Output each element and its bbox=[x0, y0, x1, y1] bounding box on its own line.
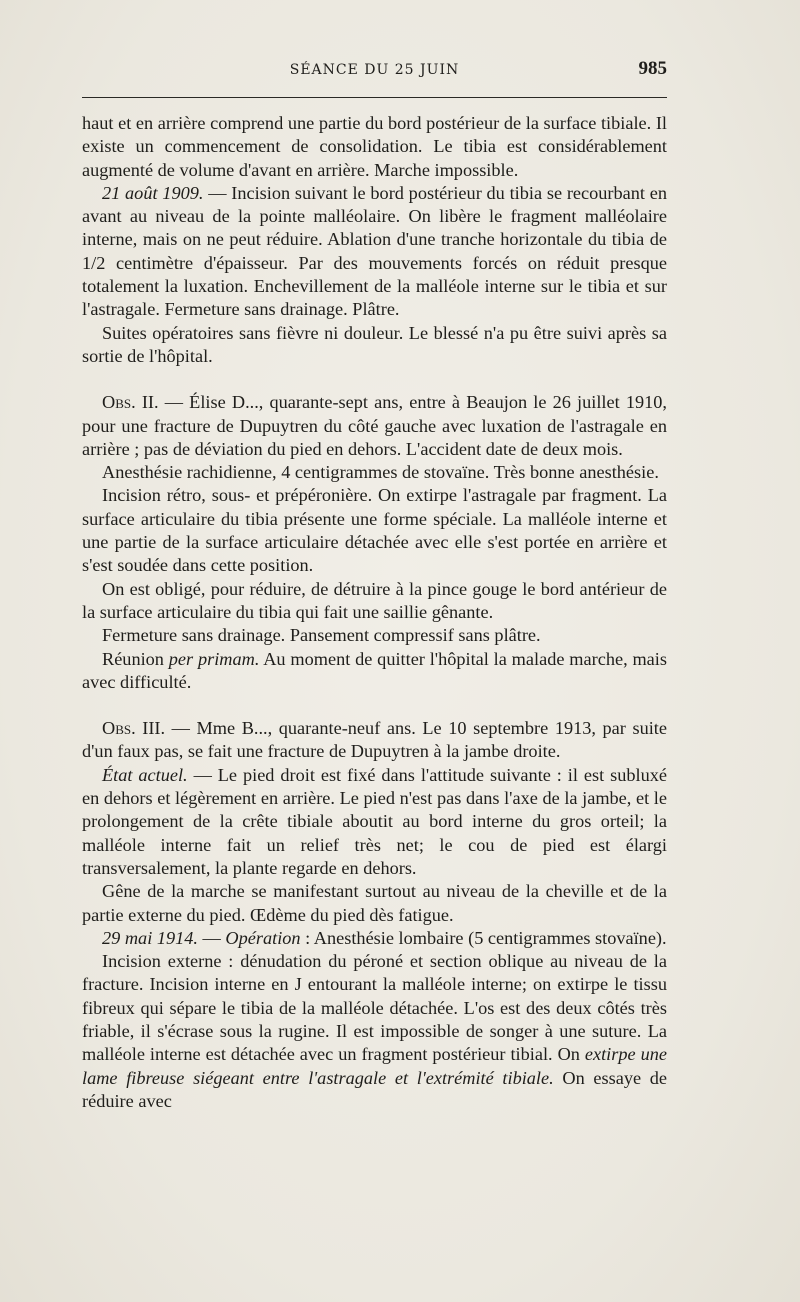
paragraph-7-text: On est obligé, pour réduire, de détruire à la pince gouge le bord antérieur de la surface articulaire du tibia qui fait une saillie gênante. bbox=[82, 578, 667, 622]
paragraph-12-text: Gêne de la marche se manifestant surtout au niveau de la cheville et de la partie externe du pied. Œdème du pied dès fatigue. bbox=[82, 881, 667, 925]
body-text bbox=[82, 112, 667, 1113]
paragraph-5 bbox=[82, 461, 667, 484]
paragraph-9 bbox=[82, 648, 667, 695]
paragraph-1-text: haut et en arrière comprend une partie du bord postérieur de la surface tibiale. Il existe un commencement de consolidation. Le tibia est considérablement augmenté de volume d'avant en arrière. Marche impossible. bbox=[82, 113, 667, 180]
paragraph-6-text: Incision rétro, sous- et prépéronière. On extirpe l'astragale par fragment. La surface articulaire du tibia présente une forme spéciale. La malléole interne et une partie de la surface articulaire détachée avec elle s'est portée en arrière et s'est soudée dans cette position. bbox=[82, 485, 667, 576]
paragraph-13-date: 29 mai 1914. bbox=[102, 927, 198, 948]
obs-2-text: — Élise D..., quarante-sept ans, entre à Beaujon le 26 juillet 1910, pour une fracture de Dupuytren du côté gauche avec luxation de l'astragale en arrière ; pas de déviation du pied en dehors. L'accident date de deux mois. bbox=[82, 392, 667, 459]
paragraph-14-b: On essaye de réduire avec bbox=[82, 1067, 667, 1111]
paragraph-14-italic: extirpe une lame fibreuse siégeant entre l'astragale et l'extrémité tibiale. bbox=[82, 1044, 667, 1088]
paragraph-9-italic: per primam. bbox=[168, 648, 260, 669]
running-head: SÉANCE DU 25 JUIN bbox=[289, 62, 460, 78]
paragraph-12 bbox=[82, 880, 667, 927]
obs-3-text: — Mme B..., quarante-neuf ans. Le 10 septembre 1913, par suite d'un faux pas, se fait une fracture de Dupuytren à la jambe droite. bbox=[82, 718, 668, 762]
paragraph-2 bbox=[82, 182, 667, 322]
obs-2-label: Obs. II. bbox=[102, 392, 159, 413]
paragraph-6 bbox=[82, 484, 667, 577]
paragraph-8-text: Fermeture sans drainage. Pansement compressif sans plâtre. bbox=[102, 625, 541, 646]
paragraph-3 bbox=[82, 322, 667, 369]
header-rule bbox=[82, 97, 667, 98]
paragraph-5-text: Anesthésie rachidienne, 4 centigrammes de stovaïne. Très bonne anesthésie. bbox=[102, 462, 659, 483]
page-header bbox=[82, 58, 667, 86]
section-gap bbox=[82, 694, 667, 717]
page-number: 985 bbox=[638, 58, 667, 79]
paragraph-13-text: : Anesthésie lombaire (5 centigrammes stovaïne). bbox=[300, 927, 667, 948]
paragraph-2-date: 21 août 1909. bbox=[102, 182, 204, 203]
paragraph-11-italic: État actuel. bbox=[102, 764, 188, 785]
paragraph-14-a: Incision externe : dénudation du péroné et section oblique au niveau de la fracture. Incision interne en J entourant la malléole interne; on extirpe le tissu fibreux qui sépare le tibia de la malléole détachée. L'os est des deux côtés très friable, il s'écrase sous la rugine. Il est impossible de songer à une suture. La malléole interne est détachée avec un fragment postérieur tibial. On bbox=[82, 951, 667, 1065]
paragraph-obs-2 bbox=[82, 391, 667, 461]
paragraph-8 bbox=[82, 624, 667, 647]
paragraph-obs-3 bbox=[82, 717, 667, 764]
paragraph-11-text: — Le pied droit est fixé dans l'attitude suivante : il est subluxé en dehors et légèrement en arrière. Le pied n'est pas dans l'axe de la jambe, et le prolongement de la crête tibiale aboutit au bord interne du gros orteil; la malléole interne fait un relief très net; le cou de pied est élargi transversalement, la plante regarde en dehors. bbox=[82, 764, 667, 878]
paragraph-3-text: Suites opératoires sans fièvre ni douleur. Le blessé n'a pu être suivi après sa sortie de l'hôpital. bbox=[82, 322, 667, 366]
paragraph-14 bbox=[82, 950, 667, 1113]
section-gap bbox=[82, 368, 667, 391]
paragraph-13-sep: — bbox=[197, 927, 226, 948]
paragraph-7 bbox=[82, 578, 667, 625]
obs-3-label: Obs. III. bbox=[102, 718, 166, 739]
paragraph-9-b: Au moment de quitter l'hôpital la malade marche, mais avec difficulté. bbox=[82, 648, 667, 692]
paragraph-9-a: Réunion bbox=[102, 648, 169, 669]
paragraph-2-text: — Incision suivant le bord postérieur du tibia se recourbant en avant au niveau de la pointe malléolaire. On libère le fragment malléolaire interne, mais on ne peut réduire. Ablation d'une tranche horizontale du tibia de 1/2 centimètre d'épaisseur. Par des mouvements forcés on réduit presque totalement la luxation. Enchevillement de la malléole interne sur le tibia et sur l'astragale. Fermeture sans drainage. Plâtre. bbox=[82, 182, 667, 320]
paragraph-1 bbox=[82, 112, 667, 182]
paragraph-13-italic: Opération bbox=[225, 927, 301, 948]
paragraph-11 bbox=[82, 764, 667, 880]
paragraph-13 bbox=[82, 927, 667, 950]
